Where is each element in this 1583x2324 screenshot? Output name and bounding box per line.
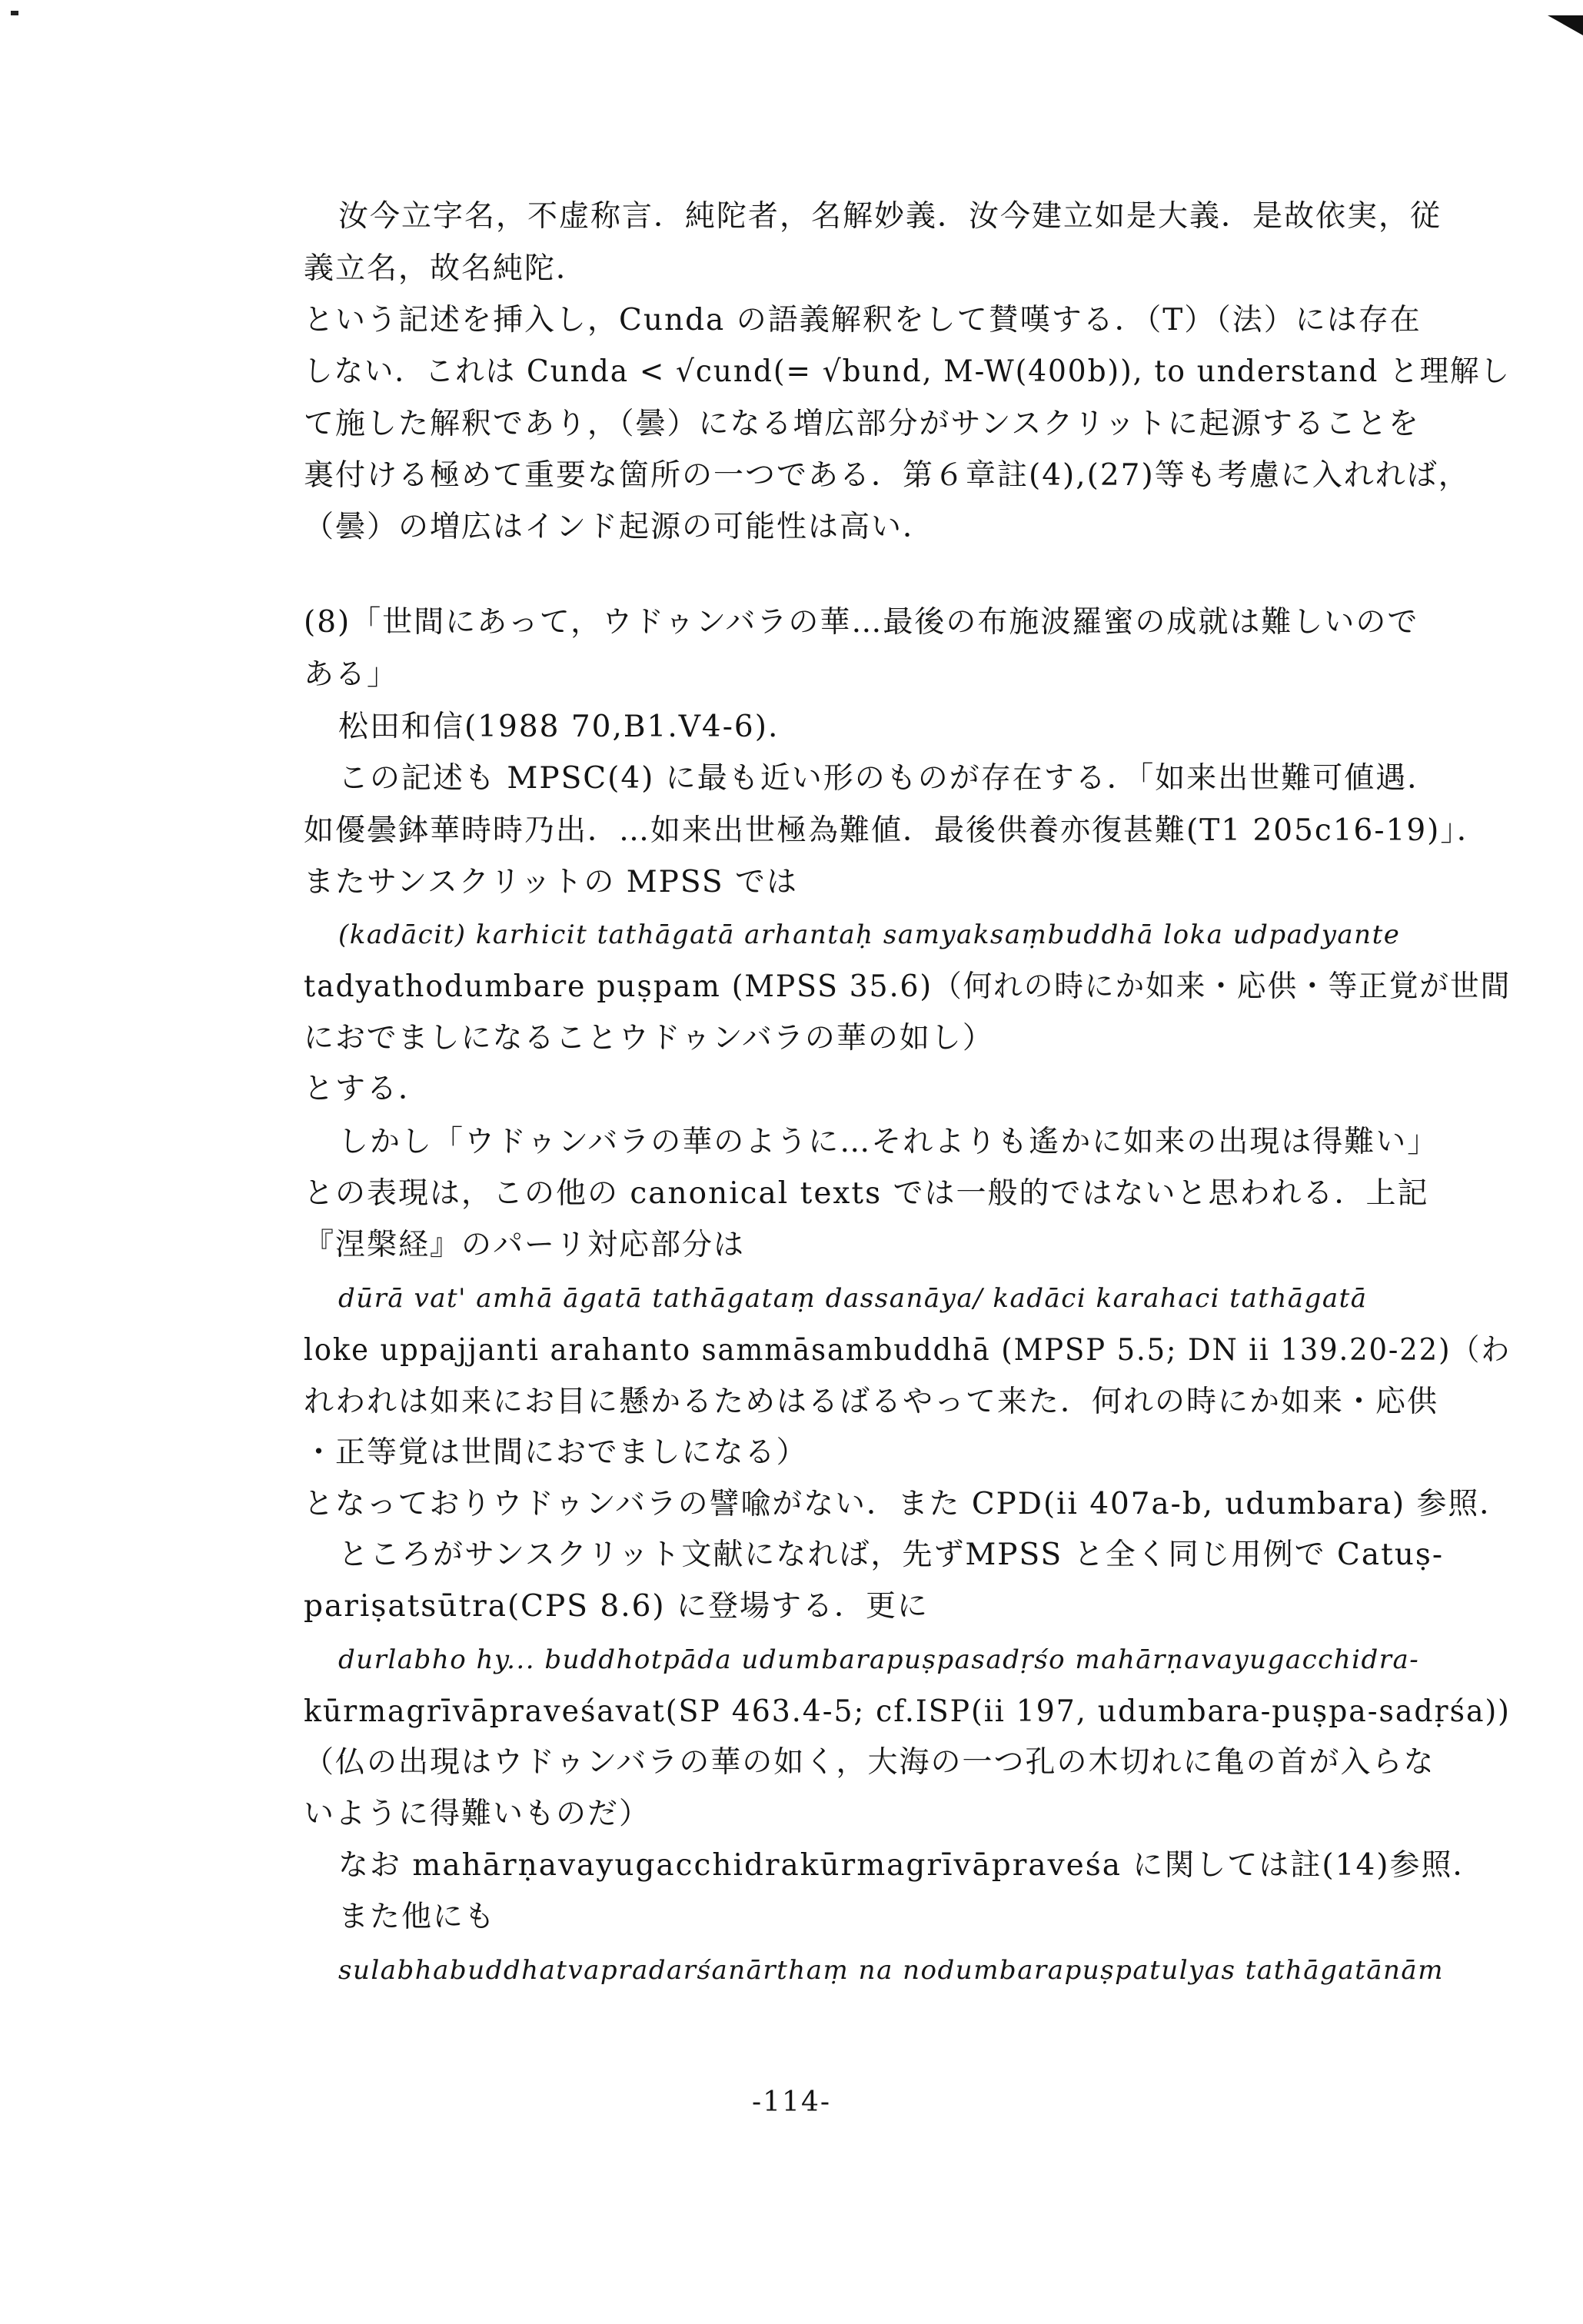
text-line: pariṣatsūtra(CPS 8.6) に登場する．更に — [304, 1589, 930, 1624]
corner-fold-mark — [1548, 15, 1583, 35]
text-line: しない．これは Cunda < √cund(= √bund, M-W(400b)), to understand と理解し — [304, 354, 1511, 389]
text-line: 如優曇鉢華時時乃出．…如来出世極為難値．最後供養亦復甚難(T1 205c16-19)」． — [304, 813, 1488, 848]
text-line: ところがサンスクリット文献になれば，先ずMPSS と全く同じ用例で Catuṣ- — [338, 1538, 1445, 1572]
text-line: 『涅槃経』のパーリ対応部分は — [304, 1228, 746, 1262]
page-number: -114- — [751, 2086, 832, 2118]
text-line: て施した解釈であり，（曇）になる増広部分がサンスクリットに起源することを — [304, 407, 1420, 441]
text-line: という記述を挿入し，Cunda の語義解釈をして賛嘆する．（T）（法）には存在 — [304, 303, 1422, 337]
text-line: 裏付ける極めて重要な箇所の一つである．第６章註(4),(27)等も考慮に入れれば， — [304, 458, 1470, 493]
text-line: しかし「ウドゥンバラの華のように…それよりも遙かに如来の出現は得難い」 — [338, 1125, 1439, 1159]
text-line: （曇）の増広はインド起源の可能性は高い． — [304, 510, 935, 544]
sanskrit-line: sulabhabuddhatvapradarśanārthaṃ na nodumbarapuṣpatulyas tathāgatānām — [338, 1955, 1444, 1986]
text-line: とする． — [304, 1072, 431, 1106]
sanskrit-line: kūrmagrīvāpraveśavat(SP 463.4-5; cf.ISP(ii 197, udumbara-puṣpa-sadṛśa)) — [304, 1694, 1511, 1729]
pali-line: dūrā vat' amhā āgatā tathāgataṃ dassanāya/ kadāci karahaci tathāgatā — [338, 1283, 1368, 1314]
text-line: におでましになることウドゥンバラの華の如し） — [304, 1021, 994, 1056]
sanskrit-line: (kadācit) karhicit tathāgatā arhantaḥ samyaksaṃbuddhā loka udpadyante — [338, 919, 1401, 950]
text-line: いように得難いものだ） — [304, 1797, 651, 1831]
text-line: またサンスクリットの MPSS では — [304, 865, 799, 899]
text-line: ・正等覚は世間におでましになる） — [304, 1435, 808, 1470]
sanskrit-line: durlabho hy... buddhotpāda udumbarapuṣpasadṛśo mahārṇavayugacchidra- — [338, 1644, 1420, 1675]
text-line: この記述も MPSC(4) に最も近い形のものが存在する．「如来出世難可値遇． — [338, 761, 1439, 796]
text-line: 汝今立字名，不虚称言．純陀者，名解妙義．汝今建立如是大義．是故依実，従 — [338, 199, 1442, 234]
text-line: なお mahārṇavayugacchidrakūrmagrīvāpraveśa に関しては註(14)参照． — [338, 1848, 1485, 1883]
scan-mark — [11, 11, 18, 15]
text-line: との表現は，この他の canonical texts では一般的ではないと思われる．上記 — [304, 1176, 1429, 1211]
pali-line: loke uppajjanti arahanto sammāsambuddhā (MPSP 5.5; DN ii 139.20-22)（わ — [304, 1333, 1511, 1368]
text-line: となっておりウドゥンバラの譬喩がない．また CPD(ii 407a-b, udumbara) 参照． — [304, 1487, 1511, 1521]
text-line: また他にも — [338, 1900, 497, 1934]
text-line: れわれは如来にお目に懸かるためはるばるやって来た．何れの時にか如来・応供 — [304, 1385, 1439, 1419]
text-line: （仏の出現はウドゥンバラの華の如く，大海の一つ孔の木切れに亀の首が入らな — [304, 1745, 1435, 1780]
text-line: ある」 — [304, 657, 399, 692]
text-line: 義立名，故名純陀． — [304, 251, 588, 286]
note-heading: (8)「世間にあって，ウドゥンバラの華…最後の布施波羅蜜の成就は難しいので — [304, 605, 1419, 640]
sanskrit-line: tadyathodumbare puṣpam (MPSS 35.6)（何れの時にか如来・応供・等正覚が世間 — [304, 969, 1511, 1004]
citation-line: 松田和信(1988 70,B1.V4-6). — [338, 710, 780, 744]
